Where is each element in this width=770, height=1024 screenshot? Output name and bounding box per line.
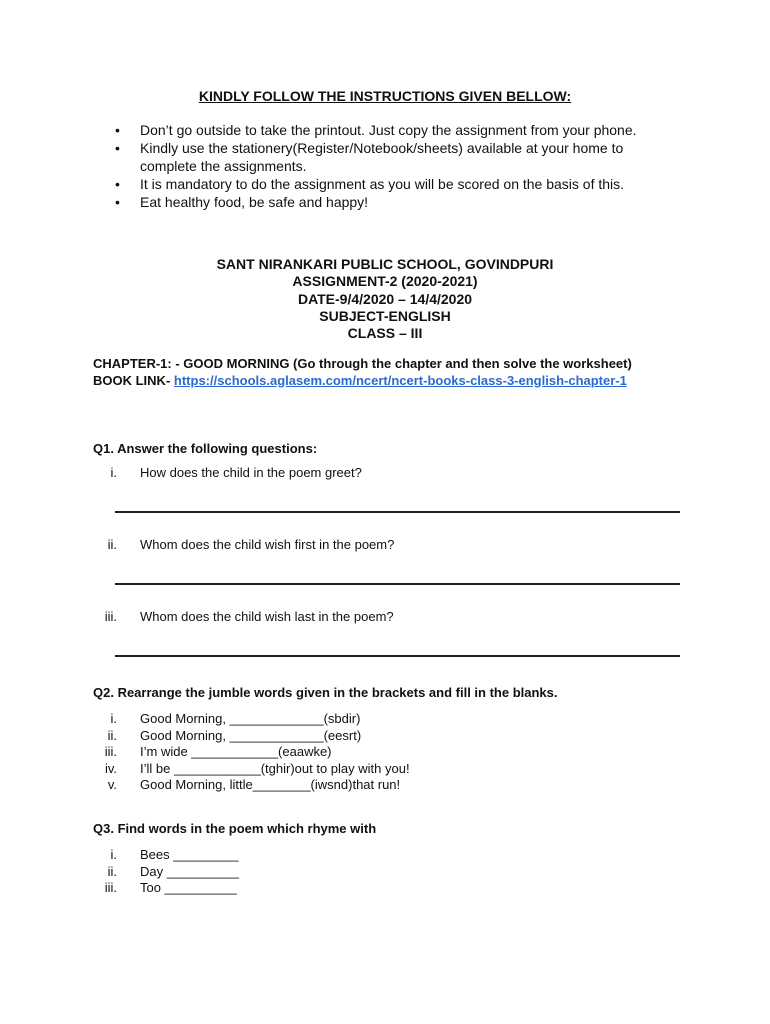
item-number: iii. (104, 880, 117, 895)
q1-question (93, 537, 653, 554)
question-text: Whom does the child wish last in the poem? (140, 609, 394, 624)
instructions-title: KINDLY FOLLOW THE INSTRUCTIONS GIVEN BELLOW: (198, 88, 572, 104)
item-text: I’ll be ____________(tghir)out to play with you! (140, 761, 410, 776)
item-text: Bees _________ (140, 847, 239, 862)
q1-question (93, 609, 653, 626)
item-text: Good Morning, little________(iwsnd)that run! (140, 777, 401, 792)
q2-heading: Q2. Rearrange the jumble words given in the brackets and fill in the blanks. (93, 685, 558, 700)
item-number: ii. (107, 864, 117, 879)
class-name: CLASS – III (347, 325, 423, 342)
chapter-line: CHAPTER-1: - GOOD MORNING (Go through the chapter and then solve the worksheet) (93, 356, 632, 371)
item-text: Too __________ (140, 880, 237, 895)
book-link[interactable]: https://schools.aglasem.com/ncert/ncert-books-class-3-english-chapter-1 (173, 372, 627, 388)
item-number: i. (110, 711, 117, 726)
item-number: ii. (107, 728, 117, 743)
item-number: iv. (104, 761, 117, 776)
question-text: How does the child in the poem greet? (140, 465, 362, 480)
answer-line (115, 583, 680, 585)
item-text: Good Morning, _____________(eesrt) (140, 728, 362, 743)
q3-heading: Q3. Find words in the poem which rhyme with (93, 821, 377, 836)
item-text: Day __________ (140, 864, 240, 879)
q2-item (93, 744, 653, 761)
item-number: iii. (104, 744, 117, 759)
answer-line (115, 511, 680, 513)
item-text: Good Morning, _____________(sbdir) (140, 711, 361, 726)
school-header (0, 256, 770, 342)
question-number: iii. (104, 609, 117, 624)
q1-heading: Q1. Answer the following questions: (93, 441, 318, 456)
subject: SUBJECT-ENGLISH (319, 307, 451, 324)
question-number: i. (110, 465, 117, 480)
item-number: i. (110, 847, 117, 862)
book-link-label: BOOK LINK- (93, 372, 171, 388)
q2-item (93, 728, 653, 745)
instructions-list (113, 121, 683, 211)
chapter-info (93, 356, 683, 389)
question-text: Whom does the child wish first in the poem? (140, 537, 395, 552)
item-number: v. (107, 777, 117, 792)
instruction-item: • Eat healthy food, be safe and happy! (113, 193, 683, 211)
instruction-item: • Kindly use the stationery(Register/Notebook/sheets) available at your home to complete the assignments. (113, 139, 683, 175)
q3-item (93, 847, 653, 864)
book-link-row (93, 373, 683, 390)
question-number: ii. (107, 537, 117, 552)
item-text: I’m wide ____________(eaawke) (140, 744, 332, 759)
instruction-item: • It is mandatory to do the assignment as you will be scored on the basis of this. (113, 175, 683, 193)
q3-item (93, 880, 653, 897)
assignment-date: DATE-9/4/2020 – 14/4/2020 (297, 290, 473, 307)
answer-line (115, 655, 680, 657)
assignment-number: ASSIGNMENT-2 (2020-2021) (292, 273, 478, 290)
q2-item (93, 711, 653, 728)
q2-item (93, 761, 653, 778)
q2-item (93, 777, 653, 794)
instruction-item: • Don’t go outside to take the printout. Just copy the assignment from your phone. (113, 121, 683, 139)
q1-question (93, 465, 653, 482)
school-name: SANT NIRANKARI PUBLIC SCHOOL, GOVINDPURI (216, 256, 554, 272)
q3-item (93, 864, 653, 881)
